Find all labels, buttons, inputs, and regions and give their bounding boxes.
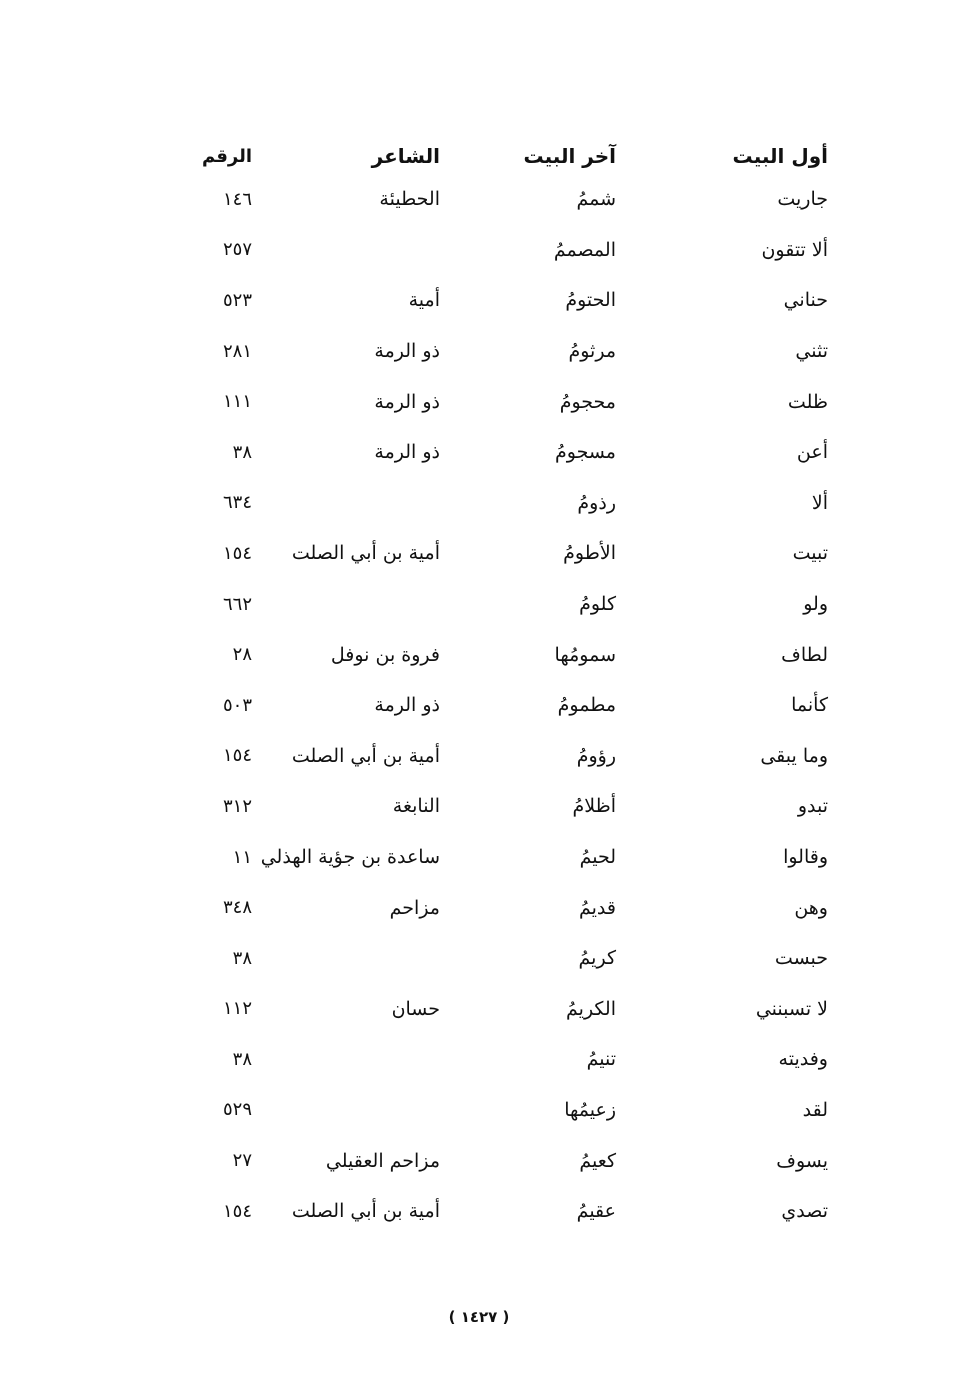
cell-first-word: ألا تتقون (761, 238, 828, 261)
cell-number: ٣١٢ (222, 795, 252, 817)
cell-number: ٢٧ (232, 1150, 252, 1172)
cell-last-word: عقيمُ (576, 1200, 616, 1223)
cell-number: ٢٥٧ (222, 239, 252, 261)
cell-number: ٥٢٣ (222, 289, 252, 311)
cell-last-word: كريمُ (578, 947, 616, 970)
cell-poet: النابغة (392, 795, 440, 818)
table-row (176, 731, 832, 782)
cell-poet (252, 933, 472, 984)
cell-poet (252, 1034, 472, 1085)
cell-first-word: تثني (795, 340, 828, 363)
cell-number: ١١ (232, 846, 252, 868)
cell-last-word: سمومُها (554, 643, 616, 666)
table-row (176, 1135, 832, 1186)
cell-number: ١٥٤ (222, 1200, 252, 1222)
cell-first-word: كأنما (791, 694, 828, 717)
verse-index-table (176, 138, 832, 1236)
cell-poet: ساعدة بن جؤية الهذلي (260, 846, 440, 869)
cell-last-word: المصممُ (553, 238, 616, 261)
table-row (176, 326, 832, 377)
cell-first-word: حناني (783, 289, 828, 312)
table-row (176, 1085, 832, 1136)
table-row (176, 478, 832, 529)
cell-number: ٣٨ (232, 1048, 252, 1070)
cell-poet: حسان (391, 997, 440, 1020)
cell-last-word: مطمومُ (557, 694, 616, 717)
cell-first-word: وما يبقى (760, 744, 828, 767)
cell-poet (252, 478, 472, 529)
cell-number: ٥٢٩ (222, 1099, 252, 1121)
cell-last-word: محجومُ (559, 390, 616, 413)
cell-number: ١١٢ (222, 998, 252, 1020)
cell-poet: ذو الرمة (374, 390, 440, 413)
table-row (176, 1186, 832, 1237)
table-row (176, 427, 832, 478)
cell-last-word: كلومُ (579, 593, 616, 616)
cell-last-word: أظلامُ (572, 795, 616, 818)
table-row (176, 984, 832, 1035)
cell-number: ١١١ (222, 391, 252, 413)
table-row (176, 275, 832, 326)
cell-first-word: تصدي (781, 1200, 828, 1223)
cell-poet: فروة بن نوفل (330, 643, 440, 666)
cell-last-word: الأطومُ (563, 542, 616, 565)
table-row (176, 629, 832, 680)
cell-last-word: الحتومُ (565, 289, 616, 312)
table-row (176, 933, 832, 984)
table-row (176, 832, 832, 883)
cell-first-word: ألا (811, 491, 828, 514)
cell-number: ٦٣٤ (222, 492, 252, 514)
cell-poet (252, 225, 472, 276)
header-first-word: أول البيت (732, 144, 828, 168)
cell-first-word: جاريت (777, 188, 828, 211)
header-number: الرقم (201, 145, 252, 167)
cell-number: ١٤٦ (222, 188, 252, 210)
cell-first-word: لطاف (781, 643, 828, 666)
table-row (176, 376, 832, 427)
cell-last-word: لحيمُ (579, 846, 616, 869)
cell-poet: ذو الرمة (374, 694, 440, 717)
cell-number: ٥٠٣ (222, 694, 252, 716)
cell-last-word: مسجومُ (555, 441, 616, 464)
cell-last-word: كعيمُ (579, 1149, 616, 1172)
cell-poet: أمية بن أبي الصلت (291, 1200, 440, 1223)
cell-first-word: تبدو (797, 795, 828, 818)
cell-last-word: مرثومُ (568, 340, 616, 363)
cell-last-word: رؤومُ (576, 744, 616, 767)
cell-number: ١٥٤ (222, 745, 252, 767)
cell-number: ٦٦٢ (222, 593, 252, 615)
cell-number: ٢٨١ (222, 340, 252, 362)
cell-last-word: شممُ (576, 188, 616, 211)
cell-first-word: لقد (802, 1098, 828, 1121)
cell-number: ٣٤٨ (222, 897, 252, 919)
cell-number: ٢٨ (232, 644, 252, 666)
cell-poet: أمية بن أبي الصلت (291, 542, 440, 565)
cell-first-word: وفديته (778, 1048, 828, 1071)
cell-first-word: حبست (774, 947, 828, 970)
table-row (176, 225, 832, 276)
table-row (176, 1034, 832, 1085)
cell-poet: ذو الرمة (374, 441, 440, 464)
cell-first-word: ظلت (787, 390, 828, 413)
cell-poet: أمية (408, 289, 440, 312)
cell-first-word: تبيت (792, 542, 828, 565)
header-last-word: آخر البيت (523, 144, 616, 168)
table-row (176, 680, 832, 731)
page-number: ( ١٤٢٧ ) (448, 1308, 510, 1326)
table-row (176, 781, 832, 832)
cell-first-word: لا تسبنني (755, 997, 828, 1020)
table-row (176, 579, 832, 630)
cell-first-word: وهن (794, 896, 828, 919)
cell-poet: أمية بن أبي الصلت (291, 744, 440, 767)
cell-first-word: أعن (796, 441, 828, 464)
cell-number: ٣٨ (232, 947, 252, 969)
cell-last-word: الكريمُ (566, 997, 616, 1020)
cell-poet: مزاحم العقيلي (325, 1149, 440, 1172)
cell-poet (252, 579, 472, 630)
table-header-row (176, 138, 832, 174)
cell-poet: مزاحم (389, 896, 440, 919)
cell-poet (252, 1085, 472, 1136)
header-poet: الشاعر (371, 144, 440, 168)
cell-poet: ذو الرمة (374, 340, 440, 363)
cell-last-word: تنيمُ (586, 1048, 616, 1071)
table-row (176, 528, 832, 579)
cell-first-word: وقالوا (783, 846, 828, 869)
cell-number: ٣٨ (232, 441, 252, 463)
cell-last-word: قديمُ (579, 896, 616, 919)
cell-number: ١٥٤ (222, 542, 252, 564)
cell-poet: الحطيئة (379, 188, 440, 211)
cell-last-word: رذومُ (577, 491, 616, 514)
table-row (176, 174, 832, 225)
cell-first-word: يسوف (776, 1149, 828, 1172)
table-row (176, 882, 832, 933)
cell-last-word: زعيمُها (564, 1098, 616, 1121)
cell-first-word: ولو (803, 593, 828, 616)
